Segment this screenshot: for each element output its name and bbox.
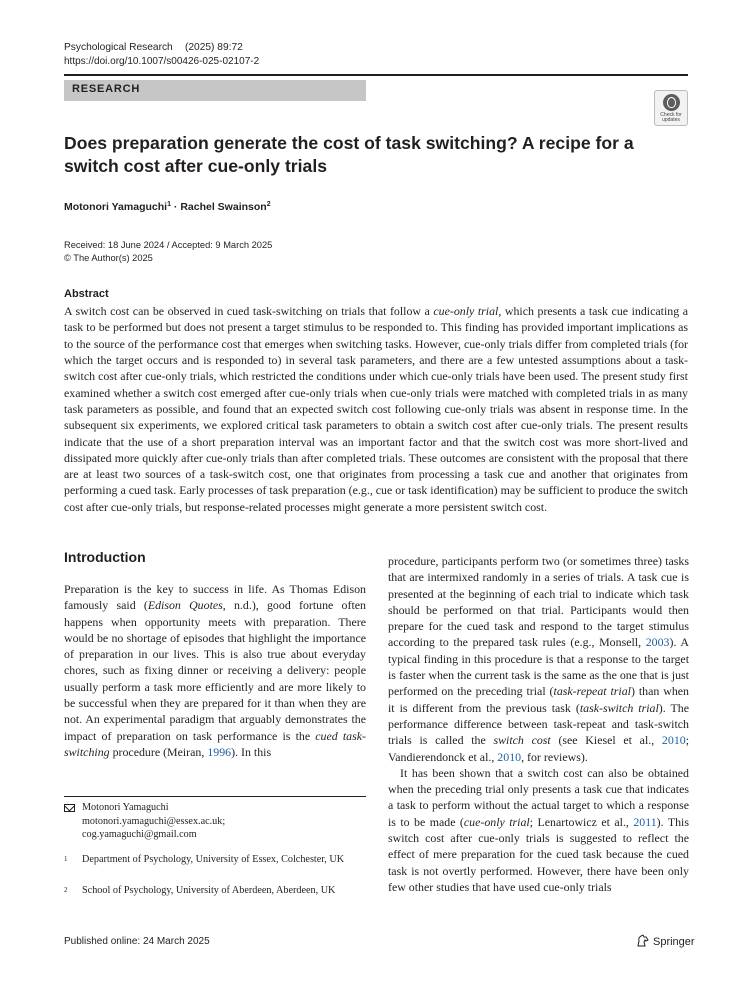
badge-text-line2: updates xyxy=(662,117,680,123)
email-link[interactable]: motonori.yamaguchi@essex.ac.uk; xyxy=(82,815,226,827)
badge-text-line1: Check for xyxy=(660,112,682,118)
springer-horse-icon xyxy=(636,934,650,947)
introduction-heading: Introduction xyxy=(64,549,146,565)
journal-info xyxy=(64,41,243,55)
citation-link[interactable]: 2010 xyxy=(661,733,686,748)
paragraph: Preparation is the key to success in life. As Thomas Edison famously said (Edison Quotes, n.d.), good fortune often happens when opportunity meets with preparation. There would be no shortage of episodes that highlight the importance of preparation in our lives. This is also true about everyday chores, such as fixing dinner or receiving a delivery: people usually perform a task more efficiently and are more likely to be successful when they are prepared for it than when they are not. An experimental paradigm that arguably demonstrates the impact of preparation on task performance is the cued task-switching procedure (Meiran, 1996). In this xyxy=(64,582,366,759)
publisher-logo xyxy=(636,934,695,948)
section-label-bar xyxy=(64,80,366,101)
header-rule xyxy=(64,74,688,76)
check-for-updates-badge[interactable] xyxy=(654,90,688,126)
affiliation-number: 2 xyxy=(64,886,68,894)
crossmark-icon xyxy=(663,94,680,111)
article-history xyxy=(64,239,272,265)
paragraph: It has been shown that a switch cost can also be obtained when the preceding trial only presents a task cue that indicates a task to perform without the actual target to which a response is to be made (cue-only trial; Lenartowicz et al., 2011). This switch cost after cue-only trials is suggested to reflect the effect of mere preparation for the cued task because the cued task is not overtly performed. However, there have been only few other studies that have used cue-only trials xyxy=(388,765,689,894)
citation-link[interactable]: 2011 xyxy=(633,814,657,829)
received-accepted-dates: Received: 18 June 2024 / Accepted: 9 March 2025 xyxy=(64,240,273,250)
body-column-left xyxy=(64,581,366,760)
author-name[interactable]: Motonori Yamaguchi xyxy=(64,201,168,213)
affiliation-marker: 1 xyxy=(167,201,171,208)
doi-link[interactable]: https://doi.org/10.1007/s00426-025-02107-2 xyxy=(64,56,260,67)
affiliation-text: School of Psychology, University of Aberdeen, Aberdeen, UK xyxy=(82,885,336,896)
journal-name: Psychological Research xyxy=(64,42,173,53)
envelope-icon xyxy=(64,804,75,812)
author-name[interactable]: Rachel Swainson xyxy=(180,201,267,213)
abstract-text: A switch cost can be observed in cued task-switching on trials that follow a cue-only trial, which presents a task cue indicating a task to be performed but does not present a target stimulus to be responded to. This finding has provided important implications as to the source of the performance cost that emerges when switching tasks. However, cue-only trials differ from completed trials (for which the target occurs and is responded to) in several task parameters, and there are a few untested assumptions about a task-switch cost after cue-only trials, which restricted the conditions under which cue-only trials have been used. The present study first examined whether a switch cost emerged after cue-only trials when cue-only trials were matched with completed trials in as many task parameters as possible, and found that an expected switch cost following cue-only trials was absent in response time. In the subsequent six experiments, we explored critical task parameters to obtain a switch cost after cue-only trials. The present results indicate that the use of a short preparation interval was an important factor and that the switch cost was more short-lived and dissipated more quickly after cue-only trials than after completed trials. These outcomes are consistent with the proposal that there are at least two sources of a task-switch cost, one that originates from processing a task cue and another that originates from performing a cued task. Early processes of task preparation (e.g., cue or task identification) may be sufficient to produce the switch cost after cue-only trials, but response-related processes might generate a more persistent switch cost. xyxy=(64,304,688,514)
citation-link[interactable]: 2010 xyxy=(497,749,522,764)
paragraph: procedure, participants perform two (or sometimes three) tasks that are intermixed randomly in a series of trials. A task cue is presented at the beginning of each trial to indicate which task should be performed on that trial. Participants would then prepare for the cued task and respond to the target stimulus according to the prepared task rules (e.g., Monsell, 2003). A typical finding in this procedure is that a response to the target is faster when the current task is the same as the one that is just performed on the preceding trial (task-repeat trial) than when it is different from the previous task (task-switch trial). The performance difference between task-repeat and task-switch trials is called the switch cost (see Kiesel et al., 2010; Vandierendonck et al., 2010, for reviews). xyxy=(388,554,690,764)
affiliation-number: 1 xyxy=(64,855,68,863)
published-online-date: Published online: 24 March 2025 xyxy=(64,936,210,947)
contact-name: Motonori Yamaguchi xyxy=(82,802,169,813)
abstract-heading: Abstract xyxy=(64,288,109,300)
article-title: Does preparation generate the cost of task switching? A recipe for a switch cost after cue-only trials xyxy=(64,133,634,176)
author-list xyxy=(64,201,271,213)
copyright-notice: © The Author(s) 2025 xyxy=(64,253,153,263)
footnote-rule xyxy=(64,796,366,797)
citation-link[interactable]: 2003 xyxy=(645,635,670,650)
author-separator: · xyxy=(170,201,181,213)
affiliation-text: Department of Psychology, University of Essex, Colchester, UK xyxy=(82,854,345,865)
section-label: RESEARCH xyxy=(72,83,141,95)
affiliation-marker: 2 xyxy=(266,201,271,208)
email-link[interactable]: cog.yamaguchi@gmail.com xyxy=(82,829,197,840)
publisher-name: Springer xyxy=(653,936,695,948)
body-column-right xyxy=(388,553,689,895)
journal-volume: (2025) 89:72 xyxy=(185,42,243,53)
citation-link[interactable]: 1996 xyxy=(207,744,232,759)
